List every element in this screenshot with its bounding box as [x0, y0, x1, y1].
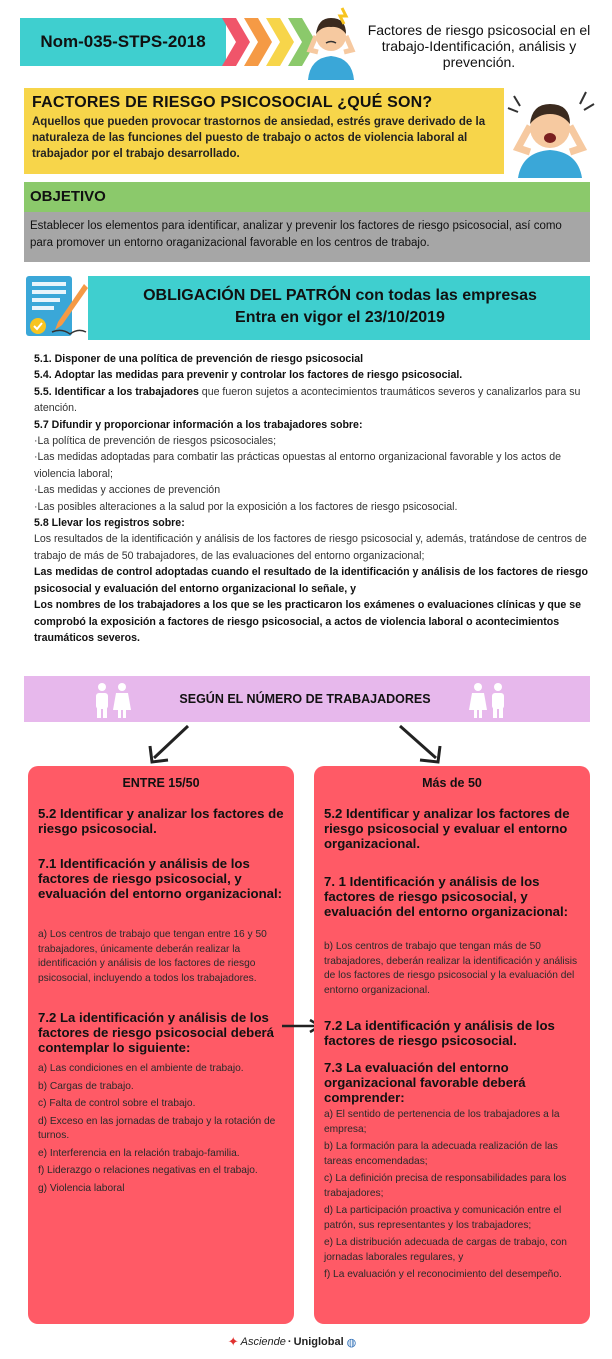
contract-signature-icon [22, 270, 92, 344]
list-item: 5.8 Llevar los registros sobre: [34, 517, 185, 530]
stressed-person-icon [302, 6, 360, 80]
list-item: 5.4. Adoptar las medidas para prevenir y controlar los factores de riesgo psicosocial. [34, 369, 463, 382]
arrow-down-right-icon [392, 722, 452, 766]
list-item: 5.7 Difundir y proporcionar información a los trabajadores sobre: [34, 418, 363, 431]
obligacion-date: Entra en vigor el 23/10/2019 [235, 309, 445, 326]
panel-right-heading: Más de 50 [422, 776, 482, 790]
header [0, 0, 612, 82]
objetivo-text: Establecer los elementos para identificar, analizar y prevenir los factores de riesgo psicosocial, así como para promover un entorno oraganizacional favorable en los centros de trabajo. [30, 220, 562, 249]
left-section-7-2: 7.2 La identificación y análisis de los factores de riesgo psicosocial deberá contemplar lo siguiente: [38, 1010, 275, 1055]
list-item: e) La distribución adecuada de cargas de trabajo, con jornadas laborales regulares, y [324, 1237, 567, 1263]
list-subitem: ·Las medidas y acciones de prevención [34, 484, 221, 497]
que-son-text: Aquellos que pueden provocar trastornos de ansiedad, estrés grave derivado de la naturaleza de las funciones del puesto de trabajo o actos de violencia laboral al trabajador por el trabajo desarrollado. [32, 116, 486, 160]
list-subitem: ·Las medidas adoptadas para combatir las prácticas opuestas al entorno organizacional favorable y los actos de violencia laboral; [34, 451, 562, 480]
logo-flame-icon: ✦ [227, 1334, 239, 1349]
obligacion-banner [88, 276, 590, 340]
list-item: 5.5. Identificar a los trabajadores que fueron sujetos a acontecimientos traumáticos severos y canalizarlos para su atención. [34, 385, 581, 415]
segun-title: SEGÚN EL NÚMERO DE TRABAJADORES [179, 692, 431, 706]
list-item: a) Las condiciones en el ambiente de trabajo. [38, 1063, 244, 1074]
list-item: f) La evaluación y el reconocimiento del desempeño. [324, 1269, 562, 1280]
list-subitem: Los nombres de los trabajadores a los que se les practicaron los exámenes o evaluaciones clínicas y que se comprobó la exposición a factores de riesgo psicosocial, a actos de violencia laboral o acontecimientos traumáticos severos. [34, 599, 581, 644]
left-text-7-1: a) Los centros de trabajo que tengan entre 16 y 50 trabajadores, únicamente deberán realizar la identificación y análisis de los factores de riesgo psicosocial, incluyendo a todos los trabajadores. [38, 929, 267, 984]
list-item: 5.1. Disponer de una política de prevención de riesgo psicosocial [34, 353, 364, 365]
list-item: f) Liderazgo o relaciones negativas en el trabajo. [38, 1165, 258, 1176]
list-item: b) La formación para la adecuada realización de las tareas encomendadas; [324, 1141, 558, 1167]
obligations-list [34, 351, 590, 646]
right-items [324, 1108, 582, 1286]
right-section-7-3: 7.3 La evaluación del entorno organizacional favorable deberá comprender: [324, 1060, 526, 1105]
list-subitem: ·La política de prevención de riesgos psicosociales; [34, 435, 277, 448]
people-icon-left [90, 682, 134, 718]
left-items [38, 1062, 286, 1199]
list-item: d) La participación proactiva y comunicación entre el patrón, sus representantes y los trabajadores; [324, 1205, 562, 1231]
people-icon-right [466, 682, 510, 718]
header-title: Factores de riesgo psicosocial en el trabajo-Identificación, análisis y prevención. [367, 22, 591, 70]
globe-icon: ◍ [346, 1336, 357, 1349]
panel-left-heading: ENTRE 15/50 [122, 776, 200, 790]
left-section-5-2: 5.2 Identificar y analizar los factores de riesgo psicosocial. [38, 806, 284, 836]
list-item: c) Falta de control sobre el trabajo. [38, 1098, 196, 1109]
list-subitem: Los resultados de la identificación y análisis de los factores de riesgo psicosocial y, además, tratándose de centros de trabajo de más de 50 trabajadores, de las evaluaciones del entorno organizacional; [34, 533, 587, 562]
obligacion-title: OBLIGACIÓN DEL PATRÓN con todas las empresas [143, 287, 537, 304]
left-section-7-1: 7.1 Identificación y análisis de los factores de riesgo psicosocial, y evaluación del entorno organizacional: [38, 856, 283, 901]
list-item: a) El sentido de pertenencia de los trabajadores a la empresa; [324, 1109, 560, 1135]
list-subitem: ·Las posibles alteraciones a la salud por la exposición a los factores de riesgo psicosocial. [34, 500, 458, 513]
screaming-person-icon [500, 86, 600, 178]
right-section-7-1: 7. 1 Identificación y análisis de los factores de riesgo psicosocial, y evaluación del entorno organizacional: [324, 874, 569, 919]
list-item: g) Violencia laboral [38, 1182, 125, 1194]
right-section-5-2: 5.2 Identificar y analizar los factores de riesgo psicosocial y evaluar el entorno organizacional. [324, 806, 570, 851]
list-item: e) Interferencia en la relación trabajo-familia. [38, 1147, 240, 1159]
arrow-down-left-icon [140, 722, 200, 766]
que-son-title: FACTORES DE RIESGO PSICOSOCIAL ¿QUÉ SON? [32, 94, 433, 111]
objetivo-title: OBJETIVO [30, 188, 106, 205]
list-item: c) La definición precisa de responsabilidades para los trabajadores; [324, 1173, 567, 1199]
list-item: b) Cargas de trabajo. [38, 1080, 134, 1092]
asciende-uniglobal-logo: ✦ Asciende · Uniglobal ◍ [227, 1334, 357, 1349]
objetivo-header [24, 182, 590, 212]
list-item: d) Exceso en las jornadas de trabajo y la rotación de turnos. [38, 1115, 276, 1141]
right-section-7-2: 7.2 La identificación y análisis de los factores de riesgo psicosocial. [324, 1018, 555, 1048]
list-subitem: Las medidas de control adoptadas cuando el resultado de la identificación y análisis de los factores de riesgo psicosocial y evaluación del entorno organizacional lo señale, y [34, 566, 588, 595]
norm-title: Nom-035-STPS-2018 [20, 18, 226, 66]
right-text-7-1: b) Los centros de trabajo que tengan más de 50 trabajadores, deberán realizar la identificación y análisis de los factores de riesgo psicosocial y la evaluación del entorno organizacional. [324, 941, 578, 996]
